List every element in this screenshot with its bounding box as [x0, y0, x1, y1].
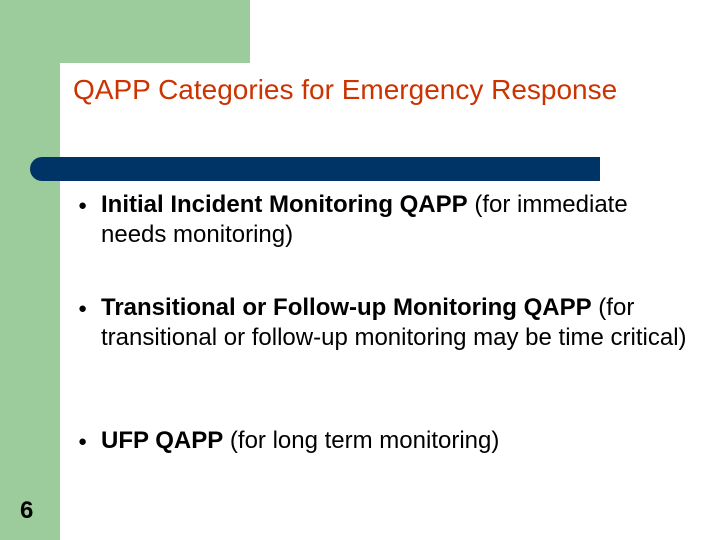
title-rule	[30, 157, 600, 181]
slide-title: QAPP Categories for Emergency Response	[73, 74, 618, 105]
bullet-bold-text: Transitional or Follow-up Monitoring QAPP	[101, 294, 592, 321]
bullet-dot-icon: ●	[78, 197, 88, 214]
bullet-detail-text: (for long term monitoring)	[223, 427, 500, 454]
bullet-detail-text: (for immediate needs monitoring)	[101, 191, 628, 248]
header-band	[0, 0, 250, 63]
bullet-detail-text: (for transitional or follow-up monitoring may be time critical)	[101, 294, 687, 351]
bullet-bold-text: UFP QAPP	[101, 427, 224, 454]
bullet-text	[101, 426, 691, 456]
bullet-text	[101, 293, 691, 353]
bullet-bold-text: Initial Incident Monitoring QAPP	[101, 191, 468, 218]
bullet-dot-icon: ●	[78, 300, 88, 317]
bullet-dot-icon: ●	[78, 433, 88, 450]
sidebar-band	[0, 0, 60, 540]
slide-number: 6	[20, 497, 34, 524]
bullet-text	[101, 190, 691, 250]
